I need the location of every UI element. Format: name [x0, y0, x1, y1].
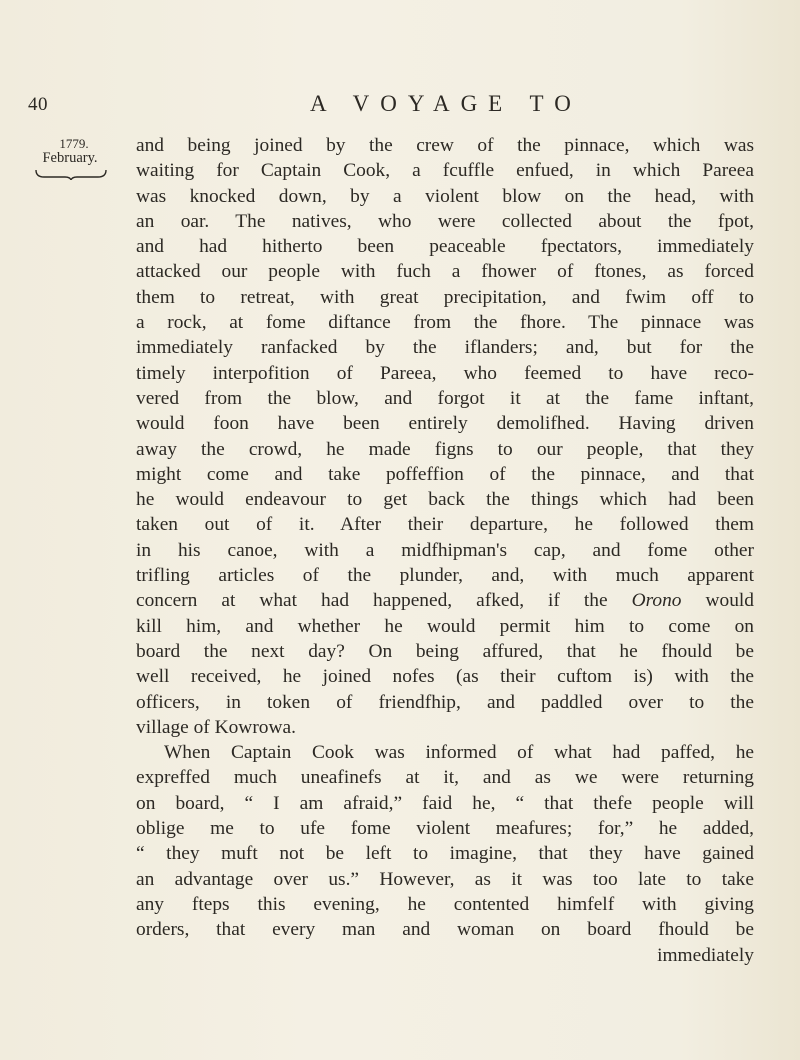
text-line: any fteps this evening, he contented himfelf with giving	[136, 893, 754, 915]
text-line: was knocked down, by a violent blow on the head, with	[136, 185, 754, 207]
text-line: trifling articles of the plunder, and, with much apparent	[136, 565, 754, 587]
margin-note	[38, 136, 110, 166]
page-number: 40	[28, 94, 48, 115]
text-line-orono	[136, 588, 754, 613]
text-line: “ they muft not be left to imagine, that they have gained	[136, 843, 754, 865]
text-line: officers, in token of friendfhip, and paddled over to the	[136, 691, 754, 713]
text-line: in his canoe, with a midfhipman's cap, and fome other	[136, 539, 754, 561]
text-segment: concern at what had happened, afked, if the	[136, 590, 608, 612]
text-line: an advantage over us.” However, as it was too late to take	[136, 868, 754, 890]
text-line: vered from the blow, and forgot it at the fame inftant,	[136, 387, 754, 409]
text-line: taken out of it. After their departure, he followed them	[136, 514, 754, 536]
text-line: kill him, and whether he would permit him to come on	[136, 615, 754, 637]
text-line: When Captain Cook was informed of what had paffed, he	[164, 742, 754, 764]
text-line: immediately ranfacked by the iflanders; and, but for the	[136, 337, 754, 359]
text-line: board the next day? On being affured, that he fhould be	[136, 640, 754, 662]
italic-word: Orono	[631, 590, 682, 612]
text-line: village of Kowrowa.	[136, 716, 296, 738]
text-line: he would endeavour to get back the things which had been	[136, 489, 754, 511]
text-line: on board, “ I am afraid,” faid he, “ that thefe people will	[136, 792, 754, 814]
running-head: A VOYAGE TO	[310, 91, 582, 116]
text-line: attacked our people with fuch a fhower of ftones, as forced	[136, 261, 754, 283]
text-segment: would	[705, 590, 754, 612]
margin-month: February.	[42, 150, 98, 166]
text-line: and being joined by the crew of the pinnace, which was	[136, 135, 754, 156]
text-line: orders, that every man and woman on board fhould be	[136, 919, 754, 941]
catchword: immediately	[657, 944, 754, 966]
text-line: timely interpofition of Pareea, who feemed to have reco-	[136, 362, 754, 384]
text-line: waiting for Captain Cook, a fcuffle enfued, in which Pareea	[136, 160, 754, 182]
text-line: away the crowd, he made figns to our people, that they	[136, 438, 754, 460]
text-line: would foon have been entirely demolifhed. Having driven	[136, 413, 754, 435]
text-line: well received, he joined nofes (as their cuftom is) with the	[136, 666, 754, 688]
text-line: an oar. The natives, who were collected about the fpot,	[136, 210, 754, 232]
text-line: and had hitherto been peaceable fpectators, immediately	[136, 236, 754, 258]
text-line: them to retreat, with great precipitation, and fwim off to	[136, 286, 754, 308]
text-line: a rock, at fome diftance from the fhore. The pinnace was	[136, 312, 754, 334]
text-line: oblige me to ufe fome violent meafures; for,” he added,	[136, 818, 754, 840]
margin-year: 1779.	[59, 136, 89, 151]
body-text	[136, 133, 754, 968]
text-line: expreffed much uneafinefs at it, and as we were returning	[136, 767, 754, 789]
margin-brace-icon	[34, 168, 108, 180]
text-line: might come and take poffeffion of the pinnace, and that	[136, 463, 754, 485]
